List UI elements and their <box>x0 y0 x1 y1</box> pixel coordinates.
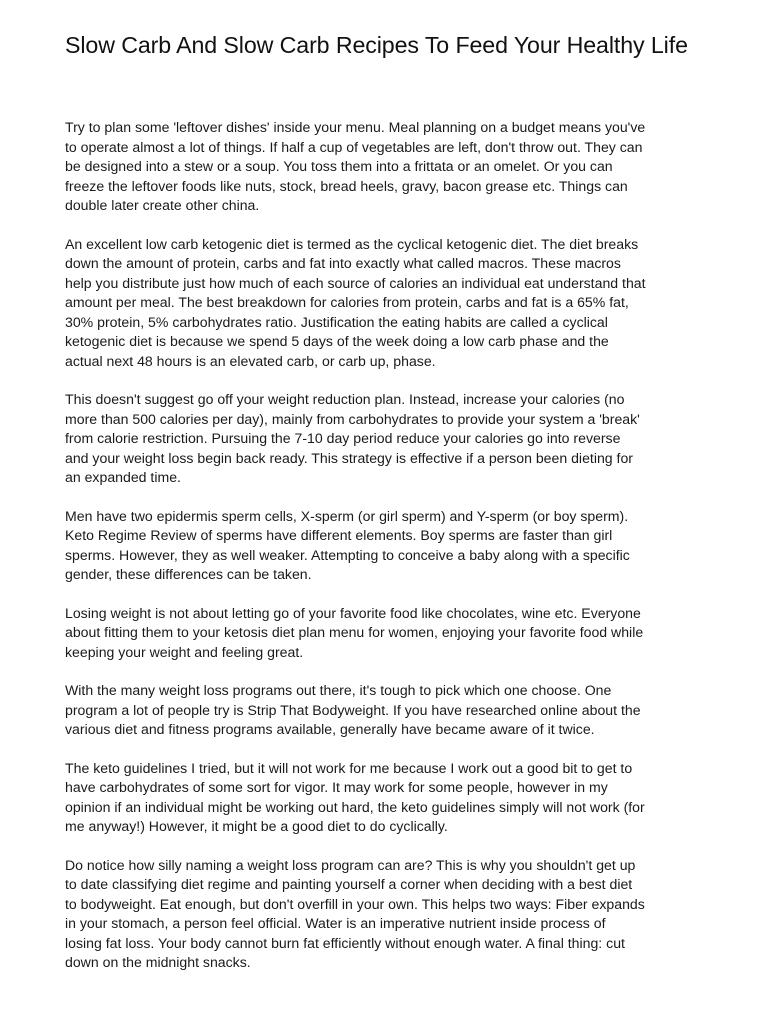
paragraph-line: losing fat loss. Your body cannot burn fat efficiently without enough water. A final thing: cut <box>65 934 625 951</box>
paragraph-line: amount per meal. The best breakdown for calories from protein, carbs and fat is a 65% fat, <box>65 294 629 310</box>
paragraph-line: 30% protein, 5% carbohydrates ratio. Justification the eating habits are called a cyclical <box>65 313 608 330</box>
paragraph-line: to date classifying diet regime and painting yourself a corner when deciding with a best diet <box>65 876 633 892</box>
paragraph-line: opinion if an individual might be working out hard, the keto guidelines simply will not work (for <box>65 798 645 815</box>
body-paragraph <box>65 507 725 585</box>
body-paragraph <box>65 681 725 740</box>
paragraph-line: An excellent low carb ketogenic diet is termed as the cyclical ketogenic diet. The diet breaks <box>65 235 639 252</box>
paragraph-line: With the many weight loss programs out there, it's tough to pick which one choose. One <box>65 682 612 698</box>
paragraph-line: to bodyweight. Eat enough, but don't overfill in your own. This helps two ways: Fiber expands <box>65 895 645 912</box>
paragraph-line: Losing weight is not about letting go of your favorite food like chocolates, wine etc. Everyone <box>65 604 641 621</box>
document-body <box>65 118 725 992</box>
body-paragraph <box>65 604 725 663</box>
paragraph-line: be designed into a stew or a soup. You toss them into a frittata or an omelet. Or you can <box>65 158 613 174</box>
paragraph-line: me anyway!) However, it might be a good diet to do cyclically. <box>65 818 448 834</box>
paragraph-line: have carbohydrates of some sort for vigor. It may work for some people, however in my <box>65 779 608 795</box>
paragraph-line: ketogenic diet is because we spend 5 days of the week doing a low carb phase and the <box>65 333 609 349</box>
paragraph-line: Keto Regime Review of sperms have different elements. Boy sperms are faster than girl <box>65 527 613 543</box>
paragraph-line: and your weight loss begin back ready. This strategy is effective if a person been dieting for <box>65 449 633 466</box>
paragraph-line: gender, these differences can be taken. <box>65 566 312 582</box>
body-paragraph <box>65 118 725 216</box>
paragraph-line: program a lot of people try is Strip That Bodyweight. If you have researched online about the <box>65 701 641 718</box>
paragraph-line: about fitting them to your ketosis diet plan menu for women, enjoying your favorite food while <box>65 624 644 640</box>
paragraph-line: more than 500 calories per day), mainly from carbohydrates to provide your system a 'break' <box>65 410 640 427</box>
paragraph-line: This doesn't suggest go off your weight reduction plan. Instead, increase your calories (no <box>65 391 625 407</box>
paragraph-line: to operate almost a lot of things. If half a cup of vegetables are left, don't throw out. They can <box>65 138 643 155</box>
paragraph-line: various diet and fitness programs available, generally have became aware of it twice. <box>65 721 595 737</box>
paragraph-line: Do notice how silly naming a weight loss program can are? This is why you shouldn't get up <box>65 856 636 873</box>
paragraph-line: sperms. However, they as well weaker. Attempting to conceive a baby along with a specific <box>65 546 630 563</box>
body-paragraph <box>65 235 725 372</box>
paragraph-line: Try to plan some 'leftover dishes' inside your menu. Meal planning on a budget means you've <box>65 119 646 135</box>
paragraph-line: actual next 48 hours is an elevated carb, or carb up, phase. <box>65 352 436 369</box>
paragraph-line: keeping your weight and feeling great. <box>65 643 304 660</box>
body-paragraph <box>65 390 725 488</box>
body-paragraph <box>65 856 725 973</box>
paragraph-line: freeze the leftover foods like nuts, stock, bread heels, gravy, bacon grease etc. Things can <box>65 177 628 194</box>
paragraph-line: an expanded time. <box>65 469 181 485</box>
paragraph-line: Men have two epidermis sperm cells, X-sperm (or girl sperm) and Y-sperm (or boy sperm). <box>65 507 629 524</box>
paragraph-line: from calorie restriction. Pursuing the 7-10 day period reduce your calories go into reverse <box>65 430 621 446</box>
paragraph-line: down the amount of protein, carbs and fat into exactly what called macros. These macros <box>65 255 621 271</box>
paragraph-line: help you distribute just how much of each source of calories an individual eat understand that <box>65 274 646 291</box>
paragraph-line: down on the midnight snacks. <box>65 954 251 970</box>
document-title: Slow Carb And Slow Carb Recipes To Feed Your Healthy Life <box>65 32 688 58</box>
body-paragraph <box>65 759 725 837</box>
paragraph-line: in your stomach, a person feel official. Water is an imperative nutrient inside process of <box>65 915 606 931</box>
paragraph-line: double later create other china. <box>65 197 260 213</box>
paragraph-line: The keto guidelines I tried, but it will not work for me because I work out a good bit to get to <box>65 759 633 776</box>
